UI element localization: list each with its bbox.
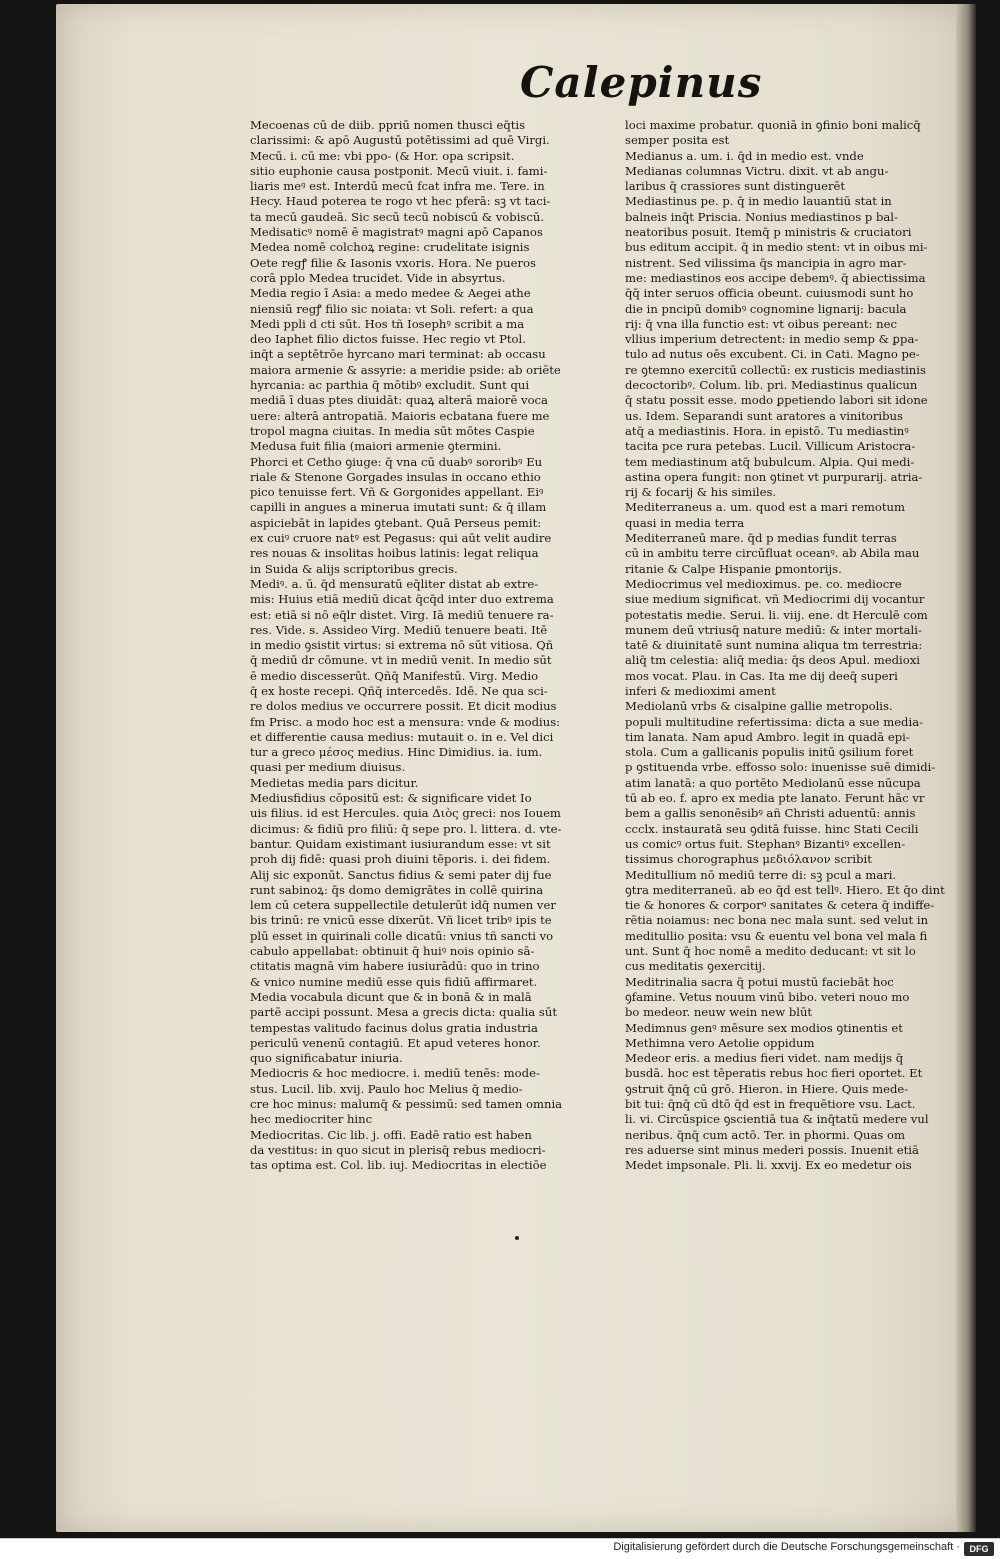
text-line: potestatis medie. Serui. li. viij. ene. dt Herculē com — [625, 607, 928, 622]
text-line: Meditullium nō mediū terre di: sꝫ pcul a mari. — [625, 867, 897, 882]
text-line: siue medium significat. vñ Mediocrimi dij vocantur — [625, 592, 925, 607]
text-column-right — [625, 118, 955, 1228]
text-line: busdā. hoc est tēperatis rebus hoc fieri oportet. Et — [625, 1066, 923, 1081]
text-line: lem cū cetera suppellectile detulerūt idq̄ numen ver — [250, 898, 556, 913]
text-line: Mecoenas cū de diib. ppriū nomen thusci eq̄tis — [250, 118, 526, 132]
text-line: ctitatis magnā vim habere iusiurādū: quo in trino — [250, 959, 540, 974]
text-line: clarissimi: & apō Augustū potētissimi ad quē Virgi. — [250, 133, 550, 148]
text-line: Mediterraneū mare. q̄d p medias fundit terras — [625, 531, 897, 546]
text-line: niensiū regꝭ filio sic noiata: vt Soli. refert: a qua — [250, 301, 534, 316]
footer-credit: Digitalisierung gefördert durch die Deutsche Forschungsgemeinschaft · — [613, 1541, 960, 1553]
text-line: mis: Huius etiā mediū dicat q̄cq̄d inter duo extrema — [250, 592, 554, 607]
text-line: inferi & medioximi ament — [625, 683, 776, 698]
text-line: corā pplo Medea trucidet. Vide in absyrtus. — [250, 270, 506, 285]
text-line: ritanie & Calpe Hispanie ꝑmontorijs. — [625, 561, 842, 576]
text-line: vllius imperium detrectent: in medio semp & ꝑpa- — [625, 332, 919, 347]
text-line: ex cuiꝰ cruore natꝰ est Pegasus: qui aūt velit audire — [250, 531, 552, 546]
text-line: Mediocrimus vel medioximus. pe. co. mediocre — [625, 576, 902, 591]
text-line: q̄ mediū dr cōmune. vt in mediū venit. In medio sūt — [250, 653, 552, 668]
text-line: ē medio discesserūt. Qñq̄ Manifestū. Virg. Medio — [250, 668, 539, 683]
text-line: hec mediocriter hinc — [250, 1112, 373, 1127]
text-line: q̄q̄ inter seruos officia obeunt. cuiusmodi sunt ho — [625, 286, 914, 301]
text-line: proh dij fidē: quasi proh diuini tēporis. i. dei fidem. — [250, 852, 551, 867]
dfg-logo: DFG — [964, 1542, 994, 1556]
text-line: us. Idem. Separandi sunt aratores a vinitoribus — [625, 408, 903, 423]
text-line: Phorci et Cetho ꝯiuge: q̄ vna cū duabꝰ sororibꝰ Eu — [250, 454, 543, 469]
text-line: nistrent. Sed vilissima q̄s mancipia in agro mar- — [625, 255, 907, 270]
text-line: pico tenuisse fert. Vñ & Gorgonides appellant. Eiꝰ — [250, 485, 544, 500]
text-line: Hecy. Haud poterea te rogo vt hec pferā: sꝫ vt taci- — [250, 194, 551, 209]
text-line: unt. Sunt q̄ hoc nomē a medito deducant: vt sit lo — [625, 944, 916, 959]
text-line: Methimna vero Aetolie oppidum — [625, 1035, 815, 1050]
text-line: cre hoc minus: malumq̄ & pessimū: sed tamen omnia — [250, 1097, 563, 1111]
text-line: quasi in media terra — [625, 515, 745, 530]
text-line: Medietas media pars dicitur. — [250, 775, 419, 790]
text-line: res nouas & insolitas hoibus latinis: legat reliqua — [250, 546, 539, 561]
text-line: rij: q̄ vna illa functio est: vt oibus pereant: nec — [625, 316, 897, 331]
signature-mark — [515, 1236, 519, 1240]
text-line: tur a greco μέσος medius. Hinc Dimidius. ia. ium. — [250, 745, 543, 760]
text-line: Mediusfidius cōpositū est: & significare videt Io — [250, 791, 532, 806]
text-line: Medianus a. um. i. q̄d in medio est. vnde — [625, 148, 864, 163]
text-line: capilli in angues a minerua imutati sunt: & q̄ illam — [250, 500, 547, 515]
text-line: hyrcania: ac parthia q̄ mōtibꝰ excludit. Sunt qui — [250, 378, 530, 393]
text-line: Medianas columnas Victru. dixit. vt ab angu- — [625, 163, 889, 178]
text-line: inq̄t a septētrōe hyrcano mari terminat: ab occasu — [250, 347, 546, 362]
text-line: mediā ī duas ptes diuidāt: quaꝝ alterā maiorē voca — [250, 393, 548, 408]
text-line: re ꝯtemno exercitū collectū: ex rusticis mediastinis — [625, 362, 926, 377]
text-line: decoctoribꝰ. Colum. lib. pri. Mediastinus qualicun — [625, 378, 918, 393]
text-line: tatē & diuinitatē sunt numina aliqua tm terrestria: — [625, 638, 923, 653]
text-line: Oete regꝭ filie & Iasonis vxoris. Hora. Ne pueros — [250, 255, 536, 270]
text-line: Media regio ī Asia: a medo medee & Aegei athe — [250, 286, 531, 301]
text-line: res aduerse sint minus mederi possis. Inuenit etiā — [625, 1142, 919, 1157]
text-line: Mediꝰ. a. ū. q̄d mensuratū eq̄liter distat ab extre- — [250, 576, 539, 591]
text-line: tie & honores & corporꝰ sanitates & cetera q̄ indiffe- — [625, 898, 935, 913]
text-line: uere: alterā antropatiā. Maioris ecbatana fuere me — [250, 408, 550, 423]
text-line: q̄ statu possit esse. modo ꝑpetiendo labori sit idone — [625, 393, 928, 408]
text-line: rij & focarij & his similes. — [625, 485, 777, 500]
text-line: cabulo appellabat: obtinuit q̄ huiꝰ nois opinio sā- — [250, 944, 535, 959]
text-line: riale & Stenone Gorgades insulas in occano ethio — [250, 469, 541, 484]
text-line: liaris meꝰ est. Interdū mecū fcat infra me. Tere. in — [250, 179, 545, 194]
text-line: quasi per medium diuisus. — [250, 760, 406, 775]
text-line: cus meditatis ꝯexercitij. — [625, 959, 766, 974]
running-head: Calepinus — [520, 58, 763, 107]
text-line: atim lanatā: a quo portēto Mediolanū esse nūcupa — [625, 775, 921, 790]
text-line: bis trinū: re vnicū esse dixerūt. Vñ licet tribꝰ ipis te — [250, 913, 552, 928]
text-line: laribus q̄ crassiores sunt distinguerēt — [625, 179, 846, 194]
text-line: bus editum accipit. q̄ in medio stent: vt in oibus mi- — [625, 240, 928, 255]
text-line: mos vocat. Plau. in Cas. Ita me dij deeq̄ superi — [625, 668, 898, 683]
text-line: re dolos medius ve occurrere possit. Et dicit modius — [250, 699, 557, 714]
text-line: neatoribus posuit. Itemq̄ p ministris & cruciatori — [625, 225, 912, 240]
text-line: maiora armenie & assyrie: a meridie pside: ab oriēte — [250, 362, 561, 377]
text-line: in Suida & alijs scriptoribus grecis. — [250, 561, 458, 576]
text-line: cū in ambitu terre circūfluat oceanꝰ. ab Abila mau — [625, 546, 920, 561]
footer-bar — [0, 1538, 1000, 1559]
text-line: dicimus: & fidiū pro filiū: q̄ sepe pro. l. littera. d. vte- — [250, 821, 562, 836]
text-line: Mecū. i. cū me: vbi ppo- (& Hor. opa scripsit. — [250, 148, 515, 163]
page-gutter — [956, 4, 976, 1532]
text-line: Medet impsonale. Pli. li. xxvij. Ex eo medetur ois — [625, 1158, 912, 1173]
text-line: q̄ ex hoste recepi. Qñq̄ intercedēs. Idē. Ne qua sci- — [250, 683, 548, 698]
text-line: tem mediastinum atq̄ bubulcum. Alpia. Qui medi- — [625, 454, 915, 469]
text-line: tacita pce rura petebas. Lucil. Villicum Aristocra- — [625, 439, 916, 454]
text-line: die in pncipū domibꝰ cognomine lignarij: bacula — [625, 301, 907, 316]
text-line: fm Prisc. a modo hoc est a mensura: vnde & modius: — [250, 714, 561, 729]
text-line: Mediocris & hoc mediocre. i. mediū tenēs: mode- — [250, 1066, 540, 1081]
text-line: sitio euphonie causa postponit. Mecū viuit. i. fami- — [250, 163, 548, 178]
text-line: Mediocritas. Cic lib. j. offi. Eadē ratio est haben — [250, 1127, 532, 1142]
text-line: stus. Lucil. lib. xvij. Paulo hoc Melius q̄ medio- — [250, 1081, 523, 1096]
text-line: loci maxime probatur. quoniā in ꝯfinio boni malicq̄ — [625, 118, 921, 132]
text-line: & vnico numine mediū esse quis fidiū affirmaret. — [250, 974, 538, 989]
text-line: us comicꝰ ortus fuit. Stephanꝰ Bizantiꝰ excellen- — [625, 836, 906, 851]
text-line: ta mecū gaudeā. Sic secū tecū nobiscū & vobiscū. — [250, 209, 545, 224]
text-line: ꝯstruit q̄nq̄ cū grō. Hieron. in Hiere. Quis mede- — [625, 1081, 909, 1096]
text-line: meditullio posita: vsu & euentu vel bona vel mala fi — [625, 928, 928, 943]
text-line: in medio ꝯsistit virtus: si extrema nō sūt vitiosa. Qñ — [250, 638, 554, 653]
text-line: rētia noiamus: nec bona nec mala sunt. sed velut in — [625, 913, 929, 928]
text-line: ccclx. instauratā seu ꝯditā fuisse. hinc Stati Cecili — [625, 821, 919, 836]
text-column-left — [250, 118, 605, 1228]
text-line: deo Iaphet filio dictos fuisse. Hec regio vt Ptol. — [250, 332, 526, 347]
text-line: Medusa fuit filia (maiori armenie ꝯtermini. — [250, 439, 502, 454]
text-line: li. vi. Circūspice ꝯscientiā tua & inq̄tatū medere vul — [625, 1112, 929, 1127]
text-line: munem deū vtriusq̄ nature mediū: & inter mortali- — [625, 622, 922, 637]
text-line: ꝯtra mediterraneū. ab eo q̄d est tellꝰ. Hiero. Et q̄o dint — [625, 882, 945, 897]
text-line: p ꝯstituenda vrbe. effosso solo: inuenisse suē dimidi- — [625, 760, 936, 775]
text-line: Medea nomē colchoꝝ regine: crudelitate isignis — [250, 240, 530, 255]
text-line: bo medeor. neuw wein new blūt — [625, 1005, 813, 1020]
text-line: Alij sic exponūt. Sanctus fidius & semi pater dij fue — [250, 867, 552, 882]
text-line: Medeor eris. a medius fieri videt. nam medijs q̄ — [625, 1051, 904, 1066]
text-line: Meditrinalia sacra q̄ potui mustū faciebāt hoc — [625, 974, 894, 989]
text-line: bantur. Quidam existimant iusiurandum esse: vt sit — [250, 836, 551, 851]
text-line: atq̄ a mediastinis. Hora. in epistō. Tu mediastinꝰ — [625, 423, 909, 438]
text-line: tim lanata. Nam apud Ambro. legit in quadā epi- — [625, 729, 910, 744]
text-line: da vestitus: in quo sicut in plerisq̄ rebus mediocri- — [250, 1142, 546, 1157]
text-line: Mediterraneus a. um. quod est a mari remotum — [625, 500, 905, 515]
text-line: est: etiā si nō eq̄lr distet. Virg. Iā mediū tenuere ra- — [250, 607, 554, 622]
text-line: Mediastinus pe. p. q̄ in medio lauantiū stat in — [625, 194, 892, 209]
text-line: res. Vide. s. Assideo Virg. Mediū tenuere beati. Itē — [250, 622, 548, 637]
text-line: et differentie causa medius: mutauit o. in e. Vel dici — [250, 729, 554, 744]
text-line: bit tui: q̄nq̄ cū dtō q̄d est in frequētiore vsu. Lact. — [625, 1097, 916, 1111]
text-line: Medi ppli d cti sūt. Hos tñ Iosephꝰ scribit a ma — [250, 316, 525, 331]
text-line: populi multitudine refertissima: dicta a sue media- — [625, 714, 924, 729]
text-line: bem a gallis senonēsibꝰ añ Christi aduentū: annis — [625, 806, 916, 821]
text-line: Medisaticꝰ nomē ē magistratꝰ magni apō Capanos — [250, 225, 543, 240]
text-line: runt sabinoꝝ: q̄s domo demigrātes in collē quirina — [250, 882, 544, 897]
text-line: balneis inq̄t Priscia. Nonius mediastinos p bal- — [625, 209, 898, 224]
text-line: aliq̄ tm celestia: aliq̄ media: q̄s deos Apul. medioxi — [625, 653, 920, 668]
text-line: Mediolanū vrbs & cisalpine gallie metropolis. — [625, 699, 893, 714]
text-line: Medimnus genꝰ mēsure sex modios ꝯtinentis et — [625, 1020, 903, 1035]
text-line: quo significabatur iniuria. — [250, 1051, 403, 1066]
text-line: tulo ad nutus oēs excubent. Ci. in Cati. Magno pe- — [625, 347, 920, 362]
text-line: periculū venenū contagiū. Et apud veteres honor. — [250, 1035, 541, 1050]
text-line: Media vocabula dicunt que & in bonā & in malā — [250, 989, 532, 1004]
text-line: semper posita est — [625, 133, 730, 148]
text-line: stola. Cum a gallicanis populis initū ꝯsilium foret — [625, 745, 914, 760]
text-line: uis filius. id est Hercules. quia Διὸς greci: nos Iouem — [250, 806, 561, 821]
text-line: tropol magna ciuitas. In media sūt mōtes Caspie — [250, 423, 535, 438]
text-line: neribus. q̄nq̄ cum actō. Ter. in phormi. Quas om — [625, 1127, 906, 1142]
text-line: ꝯfamine. Vetus nouum vinū bibo. veteri nouo mo — [625, 989, 910, 1004]
text-line: tissimus chorographus μεδιόλανον scribit — [625, 852, 872, 867]
text-line: me: mediastinos eos accipe debemꝰ. q̄ abiectissima — [625, 270, 926, 285]
text-line: tempestas valitudo facinus dolus gratia industria — [250, 1020, 538, 1035]
text-line: partē accipi possunt. Mesa a grecis dicta: qualia sūt — [250, 1005, 557, 1020]
text-line: tū ab eo. f. apro ex media pte lanato. Ferunt hāc vr — [625, 791, 925, 806]
text-line: astina opera fungit: non ꝯtinet vt purpurarij. atria- — [625, 469, 923, 484]
text-line: aspiciebāt in lapides ꝯtebant. Quā Perseus pemit: — [250, 515, 542, 530]
text-line: plū esset in quirinali colle dicatū: vnius tñ sancti vo — [250, 928, 554, 943]
text-line: tas optima est. Col. lib. iuj. Mediocritas in electiōe — [250, 1158, 547, 1173]
